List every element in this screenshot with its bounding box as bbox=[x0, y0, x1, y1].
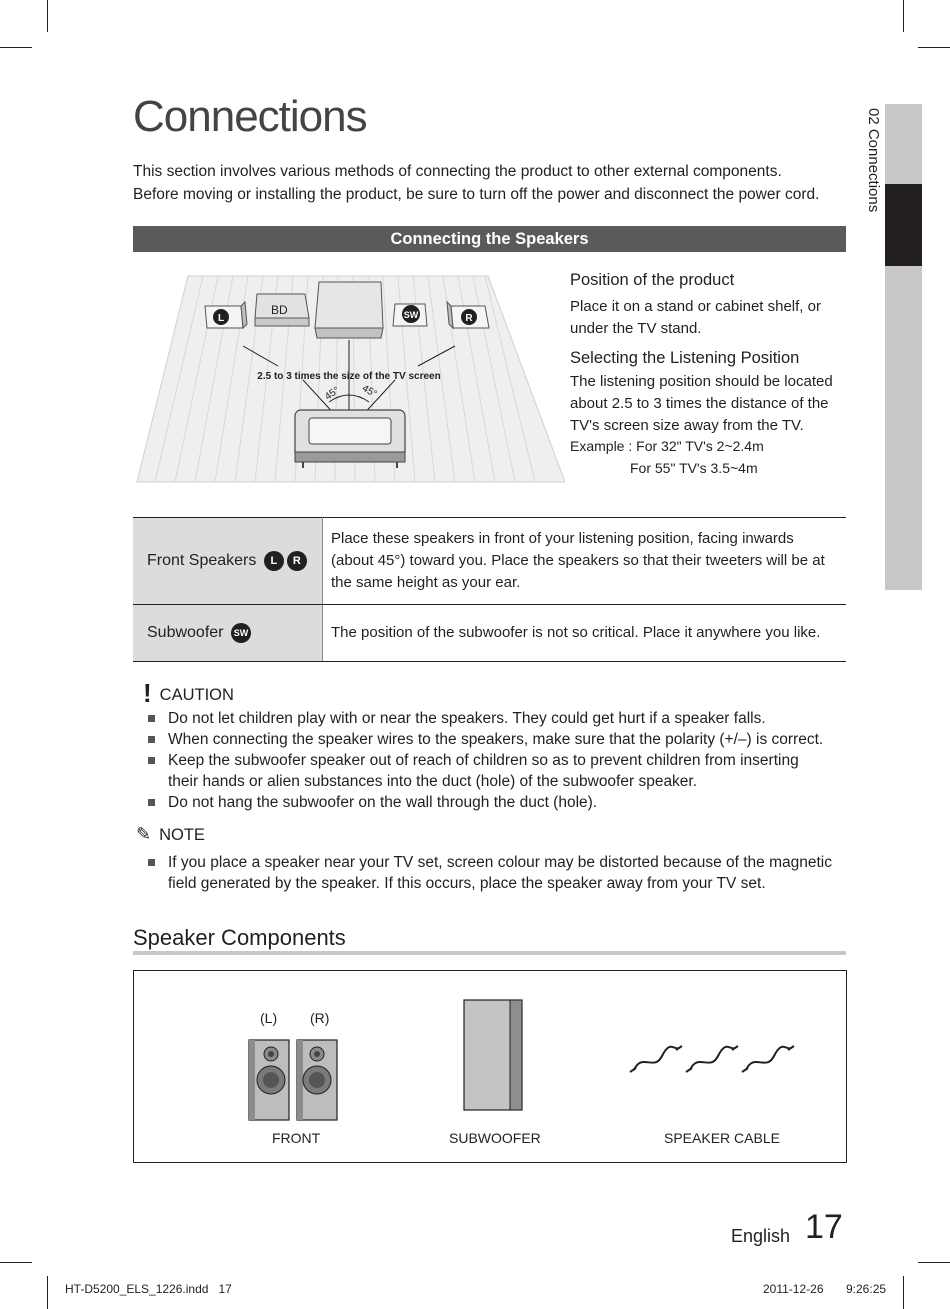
listening-text: The listening position should be located about 2.5 to 3 times the distance of the TV's screen size away from the TV. bbox=[570, 373, 833, 434]
table-row bbox=[133, 518, 846, 605]
left-tag: (L) bbox=[260, 1010, 278, 1026]
intro-line-2: Before moving or installing the product, be sure to turn off the power and disconnect the power cord. bbox=[133, 186, 820, 203]
bd-label: BD bbox=[271, 303, 288, 317]
row-description: The position of the subwoofer is not so critical. Place it anywhere you like. bbox=[323, 605, 847, 662]
bullet-icon bbox=[148, 715, 155, 722]
badge-l: L bbox=[264, 551, 284, 571]
list-item: When connecting the speaker wires to the speakers, make sure that the polarity (+/–) is correct. bbox=[147, 729, 847, 750]
list-item: Do not let children play with or near the speakers. They could get hurt if a speaker falls. bbox=[147, 708, 847, 729]
angle-left-label: 45° bbox=[323, 384, 342, 403]
row-description: Place these speakers in front of your listening position, facing inwards (about 45°) toward you. Place the speakers so that their tweeters will be at the same height as your ear. bbox=[323, 518, 847, 605]
cable-icon bbox=[686, 1046, 738, 1072]
intro-text bbox=[133, 160, 833, 206]
crop-mark bbox=[0, 1262, 32, 1263]
crop-mark bbox=[918, 47, 950, 48]
note-heading: ✎ NOTE bbox=[136, 824, 205, 844]
slug-date: 2011-12-26 bbox=[763, 1282, 824, 1296]
speaker-cable-illustration bbox=[628, 1042, 800, 1083]
badge-sw: SW bbox=[231, 623, 251, 643]
title-underline bbox=[133, 951, 846, 955]
sofa bbox=[295, 410, 405, 468]
slug-time: 9:26:25 bbox=[846, 1282, 887, 1296]
speaker-placement-table bbox=[133, 517, 846, 662]
room-illustration bbox=[133, 270, 565, 484]
crop-mark bbox=[903, 1276, 904, 1309]
right-tag: (R) bbox=[310, 1010, 330, 1026]
speaker-components-title: Speaker Components bbox=[133, 925, 346, 950]
example-line-2: For 55" TV's 3.5~4m bbox=[630, 460, 758, 476]
caution-heading: ! CAUTION bbox=[143, 678, 234, 708]
footer-language: English bbox=[731, 1226, 791, 1246]
bullet-icon bbox=[148, 736, 155, 743]
front-speakers-illustration bbox=[245, 1038, 341, 1127]
row-label: Subwoofer SW bbox=[133, 605, 323, 662]
chapter-tab bbox=[885, 104, 922, 590]
list-item: Keep the subwoofer speaker out of reach of children so as to prevent children from inserting their hands or alien substances into the duct (hole) of the subwoofer speaker. bbox=[147, 750, 847, 792]
distance-label: 2.5 to 3 times the size of the TV screen bbox=[257, 371, 441, 382]
listening-title: Selecting the Listening Position bbox=[570, 349, 800, 367]
crop-mark bbox=[0, 47, 32, 48]
subwoofer-illustration bbox=[462, 998, 524, 1117]
speaker-icon bbox=[297, 1040, 337, 1120]
exclamation-icon: ! bbox=[143, 678, 152, 708]
page-title: Connections bbox=[133, 92, 367, 141]
tv-subwoofer-box bbox=[315, 282, 383, 338]
crop-mark bbox=[903, 0, 904, 32]
section-heading-bar: Connecting the Speakers bbox=[133, 226, 846, 252]
speaker-icon bbox=[249, 1040, 289, 1120]
crop-mark bbox=[47, 1276, 48, 1309]
front-label: FRONT bbox=[272, 1130, 321, 1146]
subwoofer-label: SUBWOOFER bbox=[449, 1130, 541, 1146]
note-list bbox=[147, 852, 847, 894]
chapter-tab-label: 02 Connections bbox=[865, 108, 882, 213]
slug-filename: HT-D5200_ELS_1226.indd 17 bbox=[65, 1282, 232, 1296]
svg-text:L: L bbox=[217, 313, 225, 324]
cable-icon bbox=[742, 1046, 794, 1072]
speaker-cable-label: SPEAKER CABLE bbox=[664, 1130, 780, 1146]
bullet-icon bbox=[148, 799, 155, 806]
table-row bbox=[133, 605, 846, 662]
position-text: Place it on a stand or cabinet shelf, or under the TV stand. bbox=[570, 298, 821, 337]
crop-mark bbox=[47, 0, 48, 32]
bullet-icon bbox=[148, 757, 155, 764]
caution-list bbox=[147, 708, 847, 813]
badge-r: R bbox=[287, 551, 307, 571]
svg-text:R: R bbox=[465, 313, 473, 324]
cable-icon bbox=[630, 1046, 682, 1072]
svg-text:SW: SW bbox=[403, 310, 419, 320]
page-number: 17 bbox=[805, 1208, 843, 1246]
pencil-icon: ✎ bbox=[136, 824, 152, 844]
angle-right-label: 45° bbox=[360, 383, 379, 401]
list-item: Do not hang the subwoofer on the wall through the duct (hole). bbox=[147, 792, 847, 813]
list-item: If you place a speaker near your TV set, screen colour may be distorted because of the magnetic field generated by the speaker. If this occurs, place the speaker away from your TV set. bbox=[147, 852, 847, 894]
bullet-icon bbox=[148, 859, 155, 866]
example-line-1: Example : For 32" TV's 2~2.4m bbox=[570, 438, 764, 454]
chapter-tab-marker bbox=[885, 184, 922, 266]
speaker-placement-diagram bbox=[133, 270, 565, 484]
intro-line-1: This section involves various methods of connecting the product to other external components. bbox=[133, 163, 782, 180]
position-title: Position of the product bbox=[570, 271, 735, 289]
crop-mark bbox=[918, 1262, 950, 1263]
row-label: Front Speakers L R bbox=[133, 518, 323, 605]
